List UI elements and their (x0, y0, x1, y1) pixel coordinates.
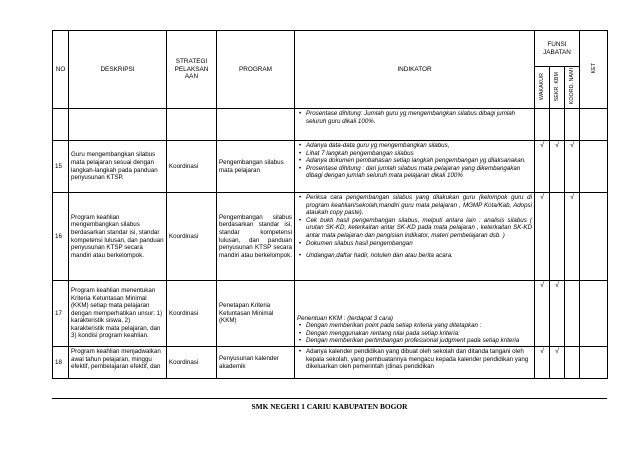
description-cell: Program keahlian mengembangkan silabus berdasarkan standar isi, standar kompetensi lulusan, dan panduan penyusunan KTSP secara mandiri atau berkelompok. (69, 193, 167, 281)
indicator-item: • Dengan memberikan point pada setiap kriteria yang ditetapkan : (297, 322, 532, 330)
check-mark: √ (565, 141, 580, 193)
check-mark: √ (535, 193, 550, 281)
header-sub-wakakur (535, 67, 550, 109)
document-sheet (52, 30, 607, 379)
header-sub-sekr-kbm (550, 67, 565, 109)
table-row (53, 109, 608, 141)
header-indikator: INDIKATOR (295, 31, 535, 109)
header-sub-wakakur-label: WAKAKUR (539, 72, 545, 100)
program-cell: Pengembangan silabus berdasarkan standar isi, standar kompetensi lulusan, dan panduan penyusunan KTSP secara mandiri atau berkelompok. (217, 193, 295, 281)
indicator-cell (295, 141, 535, 193)
row-number: 18 (53, 347, 69, 379)
indicator-item: • Undangan,daftar hadir, notulen dan atau berita acara. (297, 252, 532, 260)
check-mark: √ (550, 281, 565, 347)
indicator-cell (295, 347, 535, 379)
strategy-cell: Koordinasi (167, 281, 217, 347)
indicator-table (52, 30, 608, 379)
row-number: 17 (53, 281, 69, 347)
description-cell: Program keahlian menentukan Kriteria Ketuntasan Minimal (KKM) setiap mata pelajaran dengan memperhatikan unsur: 1) karakteristik siswa, 2) karakteristik mata pelajaran, dan 3) kondisi program keahlian. (69, 281, 167, 347)
program-cell: Penyusunan kalender akademik (217, 347, 295, 379)
header-no: NO (53, 31, 69, 109)
check-mark: √ (535, 347, 550, 379)
indicator-item: • Prosentase dihitung: Jumlah guru yg mengembangkan silabus dibagi jumlah seluruh guru dikali 100%. (297, 110, 532, 125)
indicator-cell (295, 281, 535, 347)
page-footer: SMK NEGERI 1 CARIU KABUPATEN BOGOR (52, 398, 607, 411)
header-ket (580, 31, 608, 109)
indicator-item: • Adanya data-data guru yg mengembangkan silabus, (297, 142, 532, 150)
indicator-item: • Prosentase dihitung : dari jumlah silabus mata pelajaran yang dikembangakan dibagi dengan jumlah seluruh mata pelajaran dikali 100% (297, 165, 532, 180)
check-mark (550, 193, 565, 281)
description-cell: Program keahlian menjadwalkan awal tahun pelajaran, minggu efektif, pembelajaran efektif, dan (69, 347, 167, 379)
header-deskripsi: DESKRIPSI (69, 31, 167, 109)
indicator-item: • Dokumen silabus hasil pengembangan (297, 240, 532, 248)
indicator-intro: Penentuan KKM : (terdapat 3 cara) (297, 314, 393, 322)
indicator-item: • Adanya kalender pendidikan yang dibuat oleh sekolah dan ditanda tangani oleh kepala sekolah, yang pembuatannya mengacu kepada kalender pendidikan yang dikeluarkan oleh pemerintah (dinas pendidikan (297, 348, 532, 371)
header-sub-koord (565, 67, 580, 109)
header-strategi: STRATEGI PELAKSAN AAN (167, 31, 217, 109)
indicator-item: • Dengan memberikan pertimbangan professional judgment pada setiap kriteria (297, 337, 532, 345)
strategy-cell: Koordinasi (167, 141, 217, 193)
table-row (53, 193, 608, 281)
strategy-cell: Koordinasi (167, 193, 217, 281)
row-number: 16 (53, 193, 69, 281)
check-mark: √ (565, 193, 580, 281)
header-program: PROGRAM (217, 31, 295, 109)
description-cell: Guru mengembangkan silabus mata pelajaran sesuai dengan langkah-langkah pada panduan penyusunan KTSP. (69, 141, 167, 193)
header-sub-sekr-kbm-label: SEKR. KBM (554, 71, 560, 101)
indicator-item: • Dengan menggunakan rentang nilai pada setiap kriteria: (297, 330, 532, 338)
strategy-cell: Koordinasi (167, 347, 217, 379)
program-cell: Penetapan Kriteria Ketuntasan Minimal (KKM) (217, 281, 295, 347)
header-fungsi-jabatan: FUNSI JABATAN (535, 31, 580, 67)
header-sub-koord-label: KOORD. NAMI (569, 68, 575, 105)
check-mark: √ (550, 141, 565, 193)
table-row (53, 281, 608, 347)
header-row (53, 31, 608, 67)
table-row (53, 141, 608, 193)
table-row (53, 347, 608, 379)
check-mark: √ (535, 141, 550, 193)
check-mark: √ (535, 281, 550, 347)
indicator-item: • Periksa cara pengembangan silabus yang dilakukan guru (kelompok guru di program keahlian/sekolah,mandiri guru mata pelajaran , MGMP Kota/Kab, Adopsi ataukah copy paste). (297, 194, 532, 217)
indicator-item: • Adanya dokumen pembahasan setiap langkah pengembangan yg dilaksanakan. (297, 157, 532, 165)
indicator-cell (295, 109, 535, 141)
indicator-cell (295, 193, 535, 281)
row-number: 15 (53, 141, 69, 193)
check-mark (565, 347, 580, 379)
indicator-item: • Lihat 7 langkah pengembangan silabus (297, 150, 532, 158)
header-ket-label: KET (590, 62, 597, 74)
indicator-item: • Cek bukti hasil pengembangan silabus, melputi antara lain : analisis silabus ( urutan SK-KD, keterkaitan antar SK-KD pada mata pelajaran , keterkaitan SK-KD antar mata pelajaran dan pengisian indikator, materi pembelajaran dsb. ) (297, 217, 532, 240)
program-cell: Pengembangan silabus mata pelajaran (217, 141, 295, 193)
check-mark: √ (550, 347, 565, 379)
check-mark (565, 281, 580, 347)
